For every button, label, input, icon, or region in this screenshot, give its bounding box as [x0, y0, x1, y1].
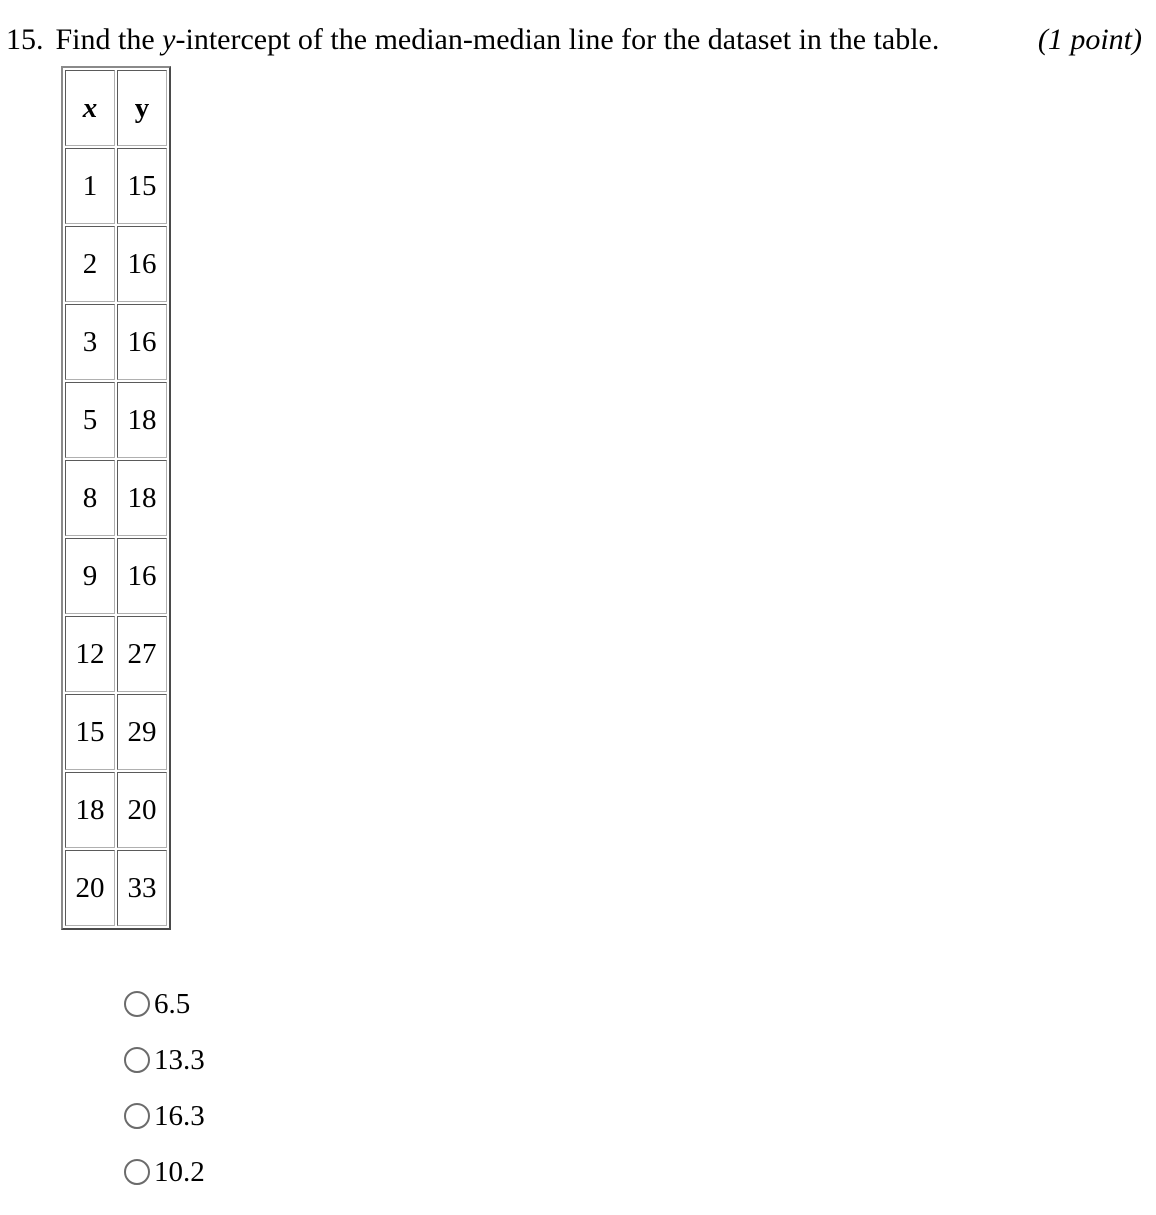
table-cell-y: 33: [117, 850, 167, 926]
table-row: [65, 538, 167, 614]
table-cell-y: 16: [117, 538, 167, 614]
table-cell-x: 1: [65, 148, 115, 224]
question-variable: y: [162, 23, 176, 56]
question-number: 15.: [6, 23, 44, 56]
table-row: [65, 226, 167, 302]
table-cell-x: 8: [65, 460, 115, 536]
radio-button[interactable]: [124, 1047, 150, 1073]
table-cell-x: 3: [65, 304, 115, 380]
table-row: [65, 304, 167, 380]
table-cell-x: 15: [65, 694, 115, 770]
table-cell-y: 18: [117, 460, 167, 536]
dataset-table: [61, 66, 171, 930]
answer-option-label[interactable]: 10.2: [154, 1155, 205, 1188]
table-cell-x: 5: [65, 382, 115, 458]
table-cell-x: 18: [65, 772, 115, 848]
table-cell-x: 9: [65, 538, 115, 614]
table-cell-y: 29: [117, 694, 167, 770]
table-cell-y: 20: [117, 772, 167, 848]
radio-button[interactable]: [124, 1159, 150, 1185]
table-cell-y: 15: [117, 148, 167, 224]
column-header-y: y: [117, 70, 167, 146]
answer-option[interactable]: [124, 976, 205, 1032]
question-points: (1 point): [1037, 23, 1142, 56]
radio-button[interactable]: [124, 991, 150, 1017]
table-cell-x: 2: [65, 226, 115, 302]
table-row: [65, 382, 167, 458]
table-cell-x: 12: [65, 616, 115, 692]
table-row: [65, 148, 167, 224]
answer-option[interactable]: [124, 1032, 205, 1088]
answer-option-label[interactable]: 13.3: [154, 1043, 205, 1076]
radio-button[interactable]: [124, 1103, 150, 1129]
answer-option-label[interactable]: 16.3: [154, 1099, 205, 1132]
question-prompt: [6, 18, 1152, 62]
answer-options: [124, 976, 205, 1200]
table-cell-y: 27: [117, 616, 167, 692]
table-row: [65, 460, 167, 536]
table-cell-x: 20: [65, 850, 115, 926]
question-text-after: -intercept of the median-median line for the dataset in the table.: [175, 23, 940, 56]
answer-option[interactable]: [124, 1144, 205, 1200]
table-cell-y: 18: [117, 382, 167, 458]
table-row: [65, 694, 167, 770]
table-row: [65, 772, 167, 848]
table-cell-y: 16: [117, 226, 167, 302]
table-header-row: [65, 70, 167, 146]
column-header-x: x: [65, 70, 115, 146]
answer-option-label[interactable]: 6.5: [154, 987, 191, 1020]
table-row: [65, 850, 167, 926]
answer-option[interactable]: [124, 1088, 205, 1144]
table-row: [65, 616, 167, 692]
table-cell-y: 16: [117, 304, 167, 380]
question-text-before: Find the: [55, 23, 163, 56]
